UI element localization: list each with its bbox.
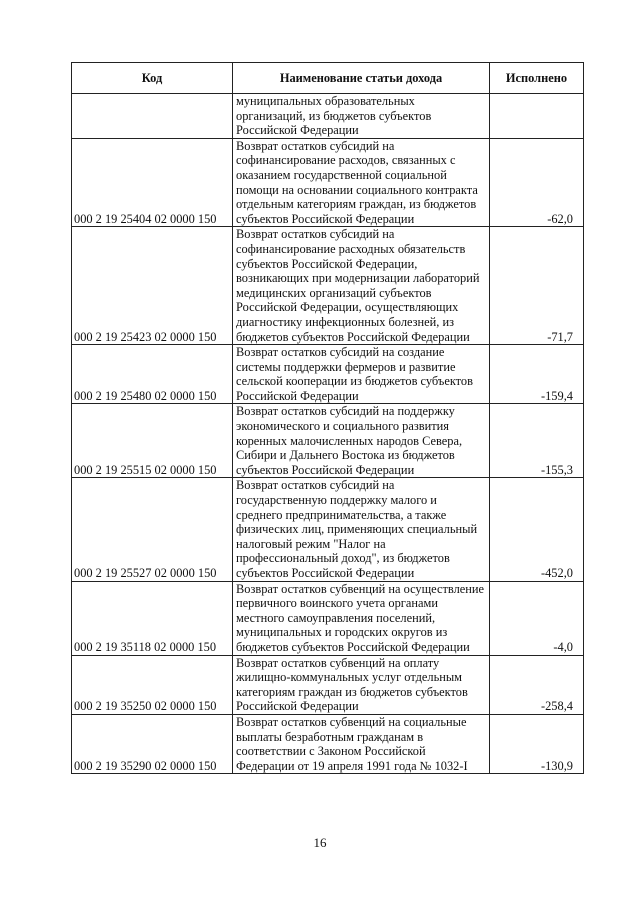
table-row (72, 94, 584, 139)
cell-executed: -71,7 (490, 227, 584, 345)
table-row (72, 478, 584, 581)
cell-code: 000 2 19 25527 02 0000 150 (72, 478, 233, 581)
table-row (72, 714, 584, 773)
cell-name: Возврат остатков субсидий на софинансирование расходов, связанных с оказанием государственной социальной помощи на основании социального контракта отдельным категориям граждан, из бюджетов субъектов Российской Федерации (233, 138, 490, 227)
cell-executed: -159,4 (490, 345, 584, 404)
table-row (72, 581, 584, 655)
cell-executed (490, 94, 584, 139)
cell-code: 000 2 19 25480 02 0000 150 (72, 345, 233, 404)
cell-code: 000 2 19 25404 02 0000 150 (72, 138, 233, 227)
cell-code (72, 94, 233, 139)
header-executed: Исполнено (490, 63, 584, 94)
income-table (71, 62, 584, 774)
table-row (72, 345, 584, 404)
cell-executed: -4,0 (490, 581, 584, 655)
cell-name: Возврат остатков субсидий на софинансирование расходных обязательств субъектов Российской Федерации, возникающих при модернизации лабораторий медицинских организаций субъектов Российской Федерации, осуществляющих диагностику инфекционных болезней, из бюджетов субъектов Российской Федерации (233, 227, 490, 345)
cell-code: 000 2 19 35118 02 0000 150 (72, 581, 233, 655)
cell-name: Возврат остатков субвенций на оплату жилищно-коммунальных услуг отдельным категориям граждан из бюджетов субъектов Российской Федерации (233, 655, 490, 714)
table-row (72, 404, 584, 478)
cell-name: Возврат остатков субвенций на осуществление первичного воинского учета органами местного самоуправления поселений, муниципальных и городских округов из бюджетов субъектов Российской Федерации (233, 581, 490, 655)
page-number: 16 (313, 835, 327, 850)
cell-name: Возврат остатков субвенций на социальные выплаты безработным гражданам в соответствии с Законом Российской Федерации от 19 апреля 1991 года № 1032-I (233, 714, 490, 773)
cell-executed: -155,3 (490, 404, 584, 478)
cell-executed: -130,9 (490, 714, 584, 773)
cell-code: 000 2 19 25515 02 0000 150 (72, 404, 233, 478)
table-row (72, 138, 584, 227)
table-row (72, 227, 584, 345)
header-code: Код (72, 63, 233, 94)
cell-code: 000 2 19 35250 02 0000 150 (72, 655, 233, 714)
table-header-row (72, 63, 584, 94)
cell-name: Возврат остатков субсидий на создание системы поддержки фермеров и развитие сельской кооперации из бюджетов субъектов Российской Федерации (233, 345, 490, 404)
cell-executed: -452,0 (490, 478, 584, 581)
cell-code: 000 2 19 35290 02 0000 150 (72, 714, 233, 773)
cell-name: муниципальных образовательных организаций, из бюджетов субъектов Российской Федерации (233, 94, 490, 139)
header-name: Наименование статьи дохода (233, 63, 490, 94)
cell-code: 000 2 19 25423 02 0000 150 (72, 227, 233, 345)
cell-name: Возврат остатков субсидий на государственную поддержку малого и среднего предпринимательства, а также физических лиц, применяющих специальный налоговый режим "Налог на профессиональный доход", из бюджетов субъектов Российской Федерации (233, 478, 490, 581)
table-row (72, 655, 584, 714)
cell-executed: -62,0 (490, 138, 584, 227)
cell-executed: -258,4 (490, 655, 584, 714)
cell-name: Возврат остатков субсидий на поддержку экономического и социального развития коренных малочисленных народов Севера, Сибири и Дальнего Востока из бюджетов субъектов Российской Федерации (233, 404, 490, 478)
